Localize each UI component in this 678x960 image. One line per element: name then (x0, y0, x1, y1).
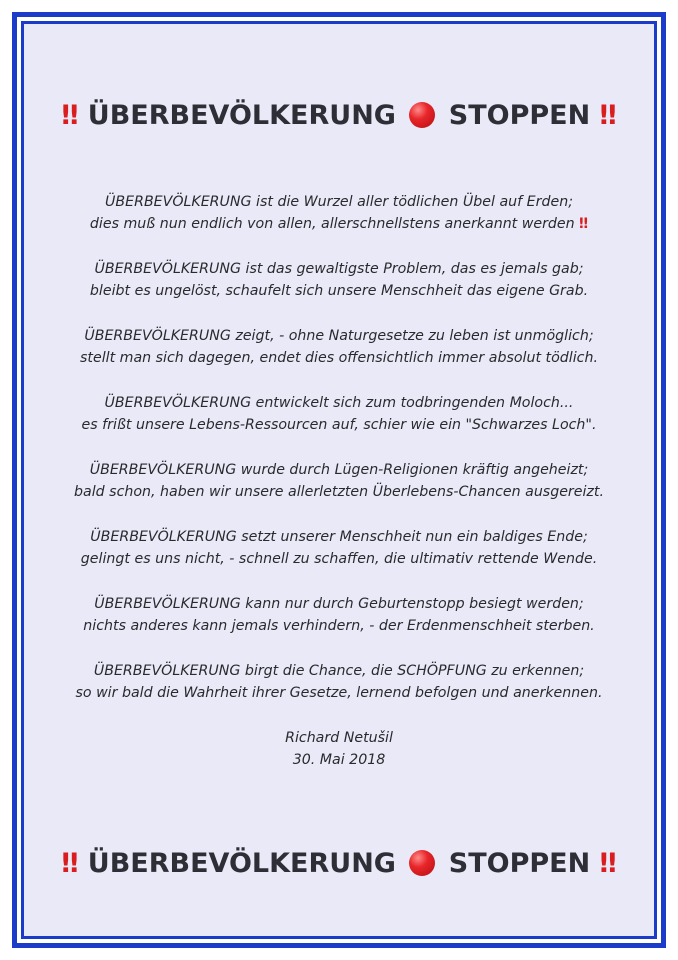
stanza-line: ÜBERBEVÖLKERUNG setzt unserer Menschheit nun ein baldiges Ende; (90, 529, 588, 545)
double-exclamation-icon: ‼ (599, 848, 617, 879)
stanza-line: gelingt es uns nicht, - schnell zu schaffen, die ultimativ rettende Wende. (80, 550, 598, 567)
red-circle-icon (409, 850, 435, 876)
poster-panel (21, 21, 657, 939)
double-exclamation-icon: ‼ (599, 100, 617, 131)
stanza-line: nichts anderes kann jemals verhindern, - der Erdenmenschheit sterben. (83, 617, 595, 634)
double-exclamation-icon: ‼ (61, 848, 79, 879)
double-exclamation-icon: ‼ (579, 215, 589, 232)
stanza-6 (24, 527, 654, 570)
frame-inner-border (17, 17, 661, 943)
stanza-line: so wir bald die Wahrheit ihrer Gesetze, lernend befolgen und anerkennen. (75, 684, 603, 701)
stanza-2 (24, 259, 654, 302)
stanza-line: ÜBERBEVÖLKERUNG zeigt, - ohne Naturgesetze zu leben ist unmöglich; (84, 328, 594, 344)
stanza-line: stellt man sich dagegen, endet dies offensichtlich immer absolut tödlich. (80, 349, 598, 366)
poster-frame (12, 12, 666, 948)
headline-bottom (24, 848, 654, 879)
red-circle-icon (409, 102, 435, 128)
poem-body (24, 192, 654, 771)
stanza-4 (24, 393, 654, 436)
stanza-8 (24, 661, 654, 704)
headline-top (24, 100, 654, 131)
signature-author: Richard Netušil (285, 730, 393, 746)
headline-word-2: STOPPEN (448, 100, 591, 131)
stanza-line: es frißt unsere Lebens-Ressourcen auf, schier wie ein "Schwarzes Loch". (81, 416, 597, 433)
stanza-line: ÜBERBEVÖLKERUNG birgt die Chance, die SCHÖPFUNG zu erkennen; (93, 663, 585, 679)
signature (24, 728, 654, 771)
double-exclamation-icon: ‼ (61, 100, 79, 131)
headline-word-1: ÜBERBEVÖLKERUNG (87, 100, 396, 131)
stanza-7 (24, 594, 654, 637)
stanza-5 (24, 460, 654, 503)
stanza-line: bald schon, haben wir unsere allerletzten Überlebens-Chancen ausgereizt. (74, 483, 604, 500)
stanza-line: ÜBERBEVÖLKERUNG wurde durch Lügen-Religionen kräftig angeheizt; (89, 462, 589, 478)
stanza-1 (24, 192, 654, 235)
stanza-line: ÜBERBEVÖLKERUNG entwickelt sich zum todbringenden Moloch... (104, 395, 574, 411)
headline-word-2: STOPPEN (448, 848, 591, 879)
stanza-line: ÜBERBEVÖLKERUNG kann nur durch Geburtenstopp besiegt werden; (94, 596, 584, 612)
stanza-line: ÜBERBEVÖLKERUNG ist die Wurzel aller tödlichen Übel auf Erden; (105, 194, 573, 210)
signature-date: 30. Mai 2018 (292, 751, 386, 768)
stanza-line: ÜBERBEVÖLKERUNG ist das gewaltigste Problem, das es jemals gab; (94, 261, 584, 277)
stanza-3 (24, 326, 654, 369)
headline-word-1: ÜBERBEVÖLKERUNG (87, 848, 396, 879)
stanza-line: bleibt es ungelöst, schaufelt sich unsere Menschheit das eigene Grab. (89, 282, 589, 299)
stanza-line: dies muß nun endlich von allen, allerschnellstens anerkannt werden (89, 215, 575, 232)
